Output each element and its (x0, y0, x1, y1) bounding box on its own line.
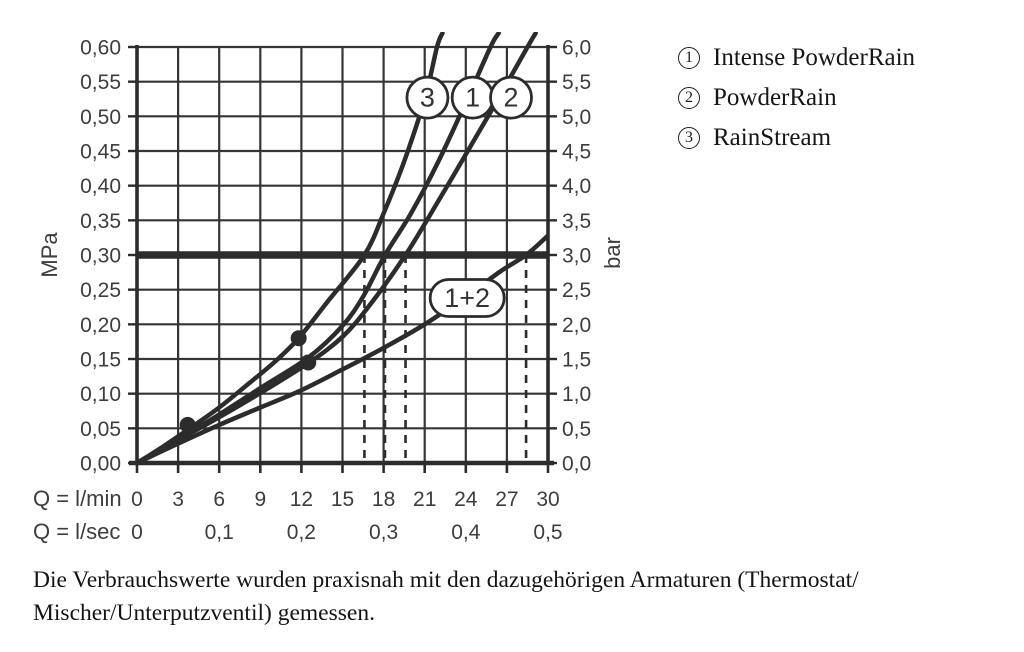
bar-tick-label: 6,0 (562, 36, 592, 60)
bar-tick-label: 1,0 (562, 383, 592, 407)
x-axis-label-lsec: Q = l/sec (33, 519, 121, 544)
legend-number-icon: 1 (678, 47, 700, 69)
mpa-tick-label: 0,55 (80, 71, 121, 95)
bar-tick-label: 2,0 (562, 313, 592, 337)
mpa-tick-label: 0,10 (80, 383, 121, 407)
y-axis-label-mpa: MPa (37, 232, 62, 278)
lmin-tick-label: 24 (454, 488, 478, 511)
mpa-tick-label: 0,40 (80, 175, 121, 199)
legend-number-icon: 3 (678, 127, 700, 149)
lsec-tick-label: 0 (131, 521, 143, 544)
bar-tick-label: 0,5 (562, 417, 592, 441)
mpa-tick-label: 0,00 (80, 452, 121, 476)
curve-label-text: 3 (419, 82, 435, 113)
caption-line-1: Die Verbrauchswerte wurden praxisnah mit den dazugehörigen Armaturen (Thermostat/ (33, 567, 859, 593)
legend-item (678, 86, 915, 110)
mpa-tick-label: 0,35 (80, 209, 121, 233)
legend (678, 46, 915, 166)
lmin-tick-label: 27 (495, 488, 519, 511)
lmin-tick-label: 6 (213, 488, 226, 511)
mpa-tick-label: 0,20 (80, 313, 121, 337)
y-axis-label-bar: bar (600, 237, 625, 269)
flow-marker-dot (300, 354, 316, 370)
lmin-tick-label: 21 (413, 488, 437, 511)
lmin-tick-label: 3 (172, 488, 184, 511)
legend-item (678, 46, 915, 70)
bar-tick-label: 4,0 (562, 175, 592, 199)
mpa-tick-label: 0,45 (80, 140, 121, 164)
lmin-tick-label: 15 (330, 488, 355, 511)
lsec-tick-label: 0,3 (368, 521, 399, 544)
curve-label-text: 2 (503, 82, 519, 113)
mpa-tick-label: 0,30 (80, 244, 121, 268)
mpa-tick-label: 0,50 (80, 105, 121, 129)
bar-tick-label: 3,5 (562, 209, 592, 233)
x-axis-label-lmin: Q = l/min (33, 486, 122, 511)
bar-tick-label: 5,5 (562, 71, 592, 95)
bar-tick-label: 3,0 (562, 244, 592, 268)
bar-tick-label: 4,5 (562, 140, 592, 164)
legend-item-label: RainStream (713, 124, 832, 151)
caption (33, 564, 973, 630)
lmin-tick-label: 30 (536, 488, 560, 511)
flow-marker-dot (180, 417, 196, 433)
flow-marker-dot (291, 330, 307, 346)
curve-label-text: 1+2 (444, 282, 491, 313)
mpa-tick-label: 0,15 (80, 348, 121, 372)
lmin-tick-label: 9 (254, 488, 267, 511)
lsec-tick-label: 0,2 (286, 521, 317, 544)
lmin-tick-label: 18 (371, 488, 396, 511)
legend-number-icon: 2 (678, 87, 700, 109)
mpa-tick-label: 0,05 (80, 417, 121, 441)
bar-tick-label: 0,0 (562, 452, 592, 476)
curve-rainstream (137, 33, 443, 463)
caption-line-2: Mischer/Unterputzventil) gemessen. (33, 600, 375, 626)
legend-item (678, 126, 915, 150)
lsec-tick-label: 0,4 (451, 521, 481, 544)
legend-item-label: Intense PowderRain (713, 44, 916, 71)
curve-label-text: 1 (465, 82, 481, 113)
lmin-tick-label: 0 (131, 488, 143, 511)
bar-tick-label: 5,0 (562, 105, 592, 129)
lmin-tick-label: 12 (289, 488, 314, 511)
lsec-tick-label: 0,5 (533, 521, 563, 544)
bar-tick-label: 2,5 (562, 279, 592, 303)
bar-tick-label: 1,5 (562, 348, 592, 372)
mpa-tick-label: 0,25 (80, 279, 121, 303)
legend-item-label: PowderRain (713, 84, 837, 111)
lsec-tick-label: 0,1 (204, 521, 234, 544)
mpa-tick-label: 0,60 (80, 36, 121, 60)
